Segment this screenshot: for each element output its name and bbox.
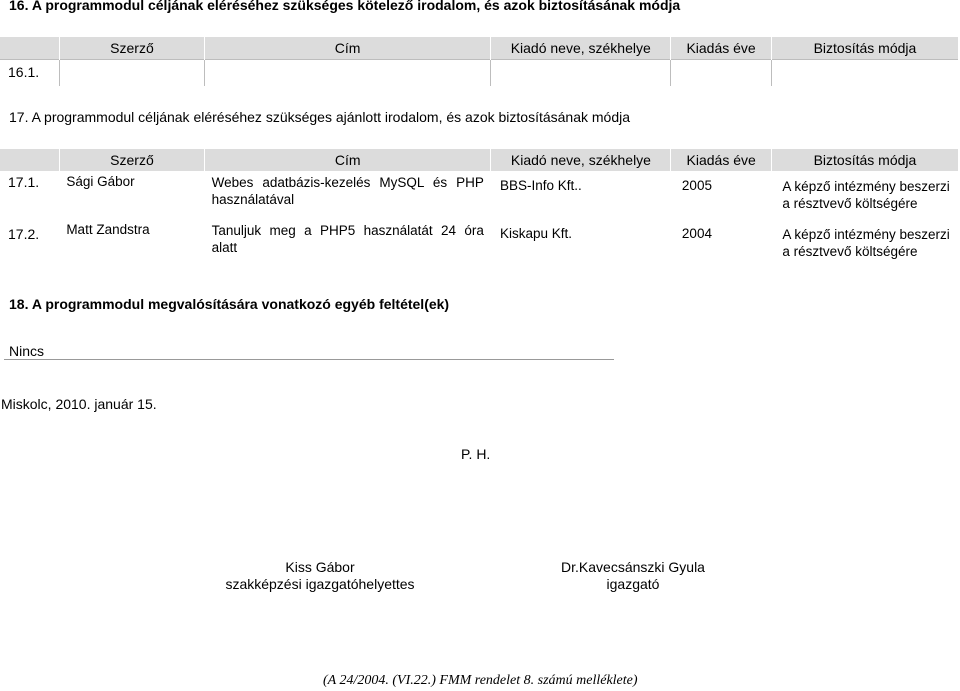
number-header-cell [0,37,59,60]
year-cell: 2005 [681,178,712,193]
author-header: Szerző [59,149,204,171]
section-16-title: 16. A programmodul céljának eléréséhez szükséges kötelező irodalom, és azok biztosításának módja [9,0,681,13]
provision-line: A képző intézmény beszerzi [782,179,950,194]
title-line: használatával [211,192,295,207]
required-literature-table [0,37,958,86]
provision-header: Biztosítás módja [771,149,958,171]
row-number: 17.2. [8,226,40,242]
provision-header: Biztosítás módja [771,37,958,60]
divider-line [4,359,614,360]
number-header-cell [0,149,59,171]
empty-cell [491,60,671,86]
title-header: Cím [205,149,491,171]
publisher-cell: Kiskapu Kft. [499,226,572,241]
signature-role: igazgató [606,576,660,592]
provision-cell [771,171,958,219]
section-18-title: 18. A programmodul megvalósítására vonatkozó egyéb feltétel(ek) [9,296,450,312]
title-line: Tanuljuk meg a PHP5 használatát 24 óra [211,223,484,238]
empty-cell [771,60,958,86]
publisher-cell: BBS-Info Kft.. [499,178,582,193]
signature-role: szakképzési igazgatóhelyettes [225,576,415,592]
provision-line: A képző intézmény beszerzi [782,227,950,242]
signature-name: Dr.Kavecsánszki Gyula [561,559,705,575]
title-line: alatt [211,240,238,255]
title-cell [205,171,491,219]
empty-cell [205,60,491,86]
publisher-header: Kiadó neve, székhelye [491,37,671,60]
table-row [0,171,958,219]
publisher-header: Kiadó neve, székhelye [491,149,671,171]
author-header: Szerző [59,37,204,60]
place-date: Miskolc, 2010. január 15. [1,396,157,412]
table-row [0,219,958,267]
provision-cell [771,219,958,267]
author-cell: Sági Gábor [66,174,135,189]
title-line: Webes adatbázis-kezelés MySQL és PHP [211,175,484,190]
title-header: Cím [205,37,491,60]
signature-left [220,559,420,593]
empty-cell [671,60,772,86]
year-header: Kiadás éve [671,149,772,171]
signature-right [533,559,733,593]
signature-name: Kiss Gábor [285,559,355,575]
row-number: 16.1. [0,60,59,86]
footer-note: (A 24/2004. (VI.22.) FMM rendelet 8. számú melléklete) [323,673,638,688]
section-18-value: Nincs [9,343,45,359]
year-header: Kiadás éve [671,37,772,60]
title-cell [205,219,491,267]
empty-cell [59,60,204,86]
stamp-placeholder: P. H. [461,446,491,462]
provision-line: a résztvevő költségére [782,244,918,259]
author-cell: Matt Zandstra [66,222,150,237]
year-cell: 2004 [681,226,712,241]
provision-line: a résztvevő költségére [782,196,918,211]
section-17-title: 17. A programmodul céljának eléréséhez szükséges ajánlott irodalom, és azok biztosításának módja [9,109,631,125]
recommended-literature-table [0,149,958,267]
row-number: 17.1. [8,174,40,190]
